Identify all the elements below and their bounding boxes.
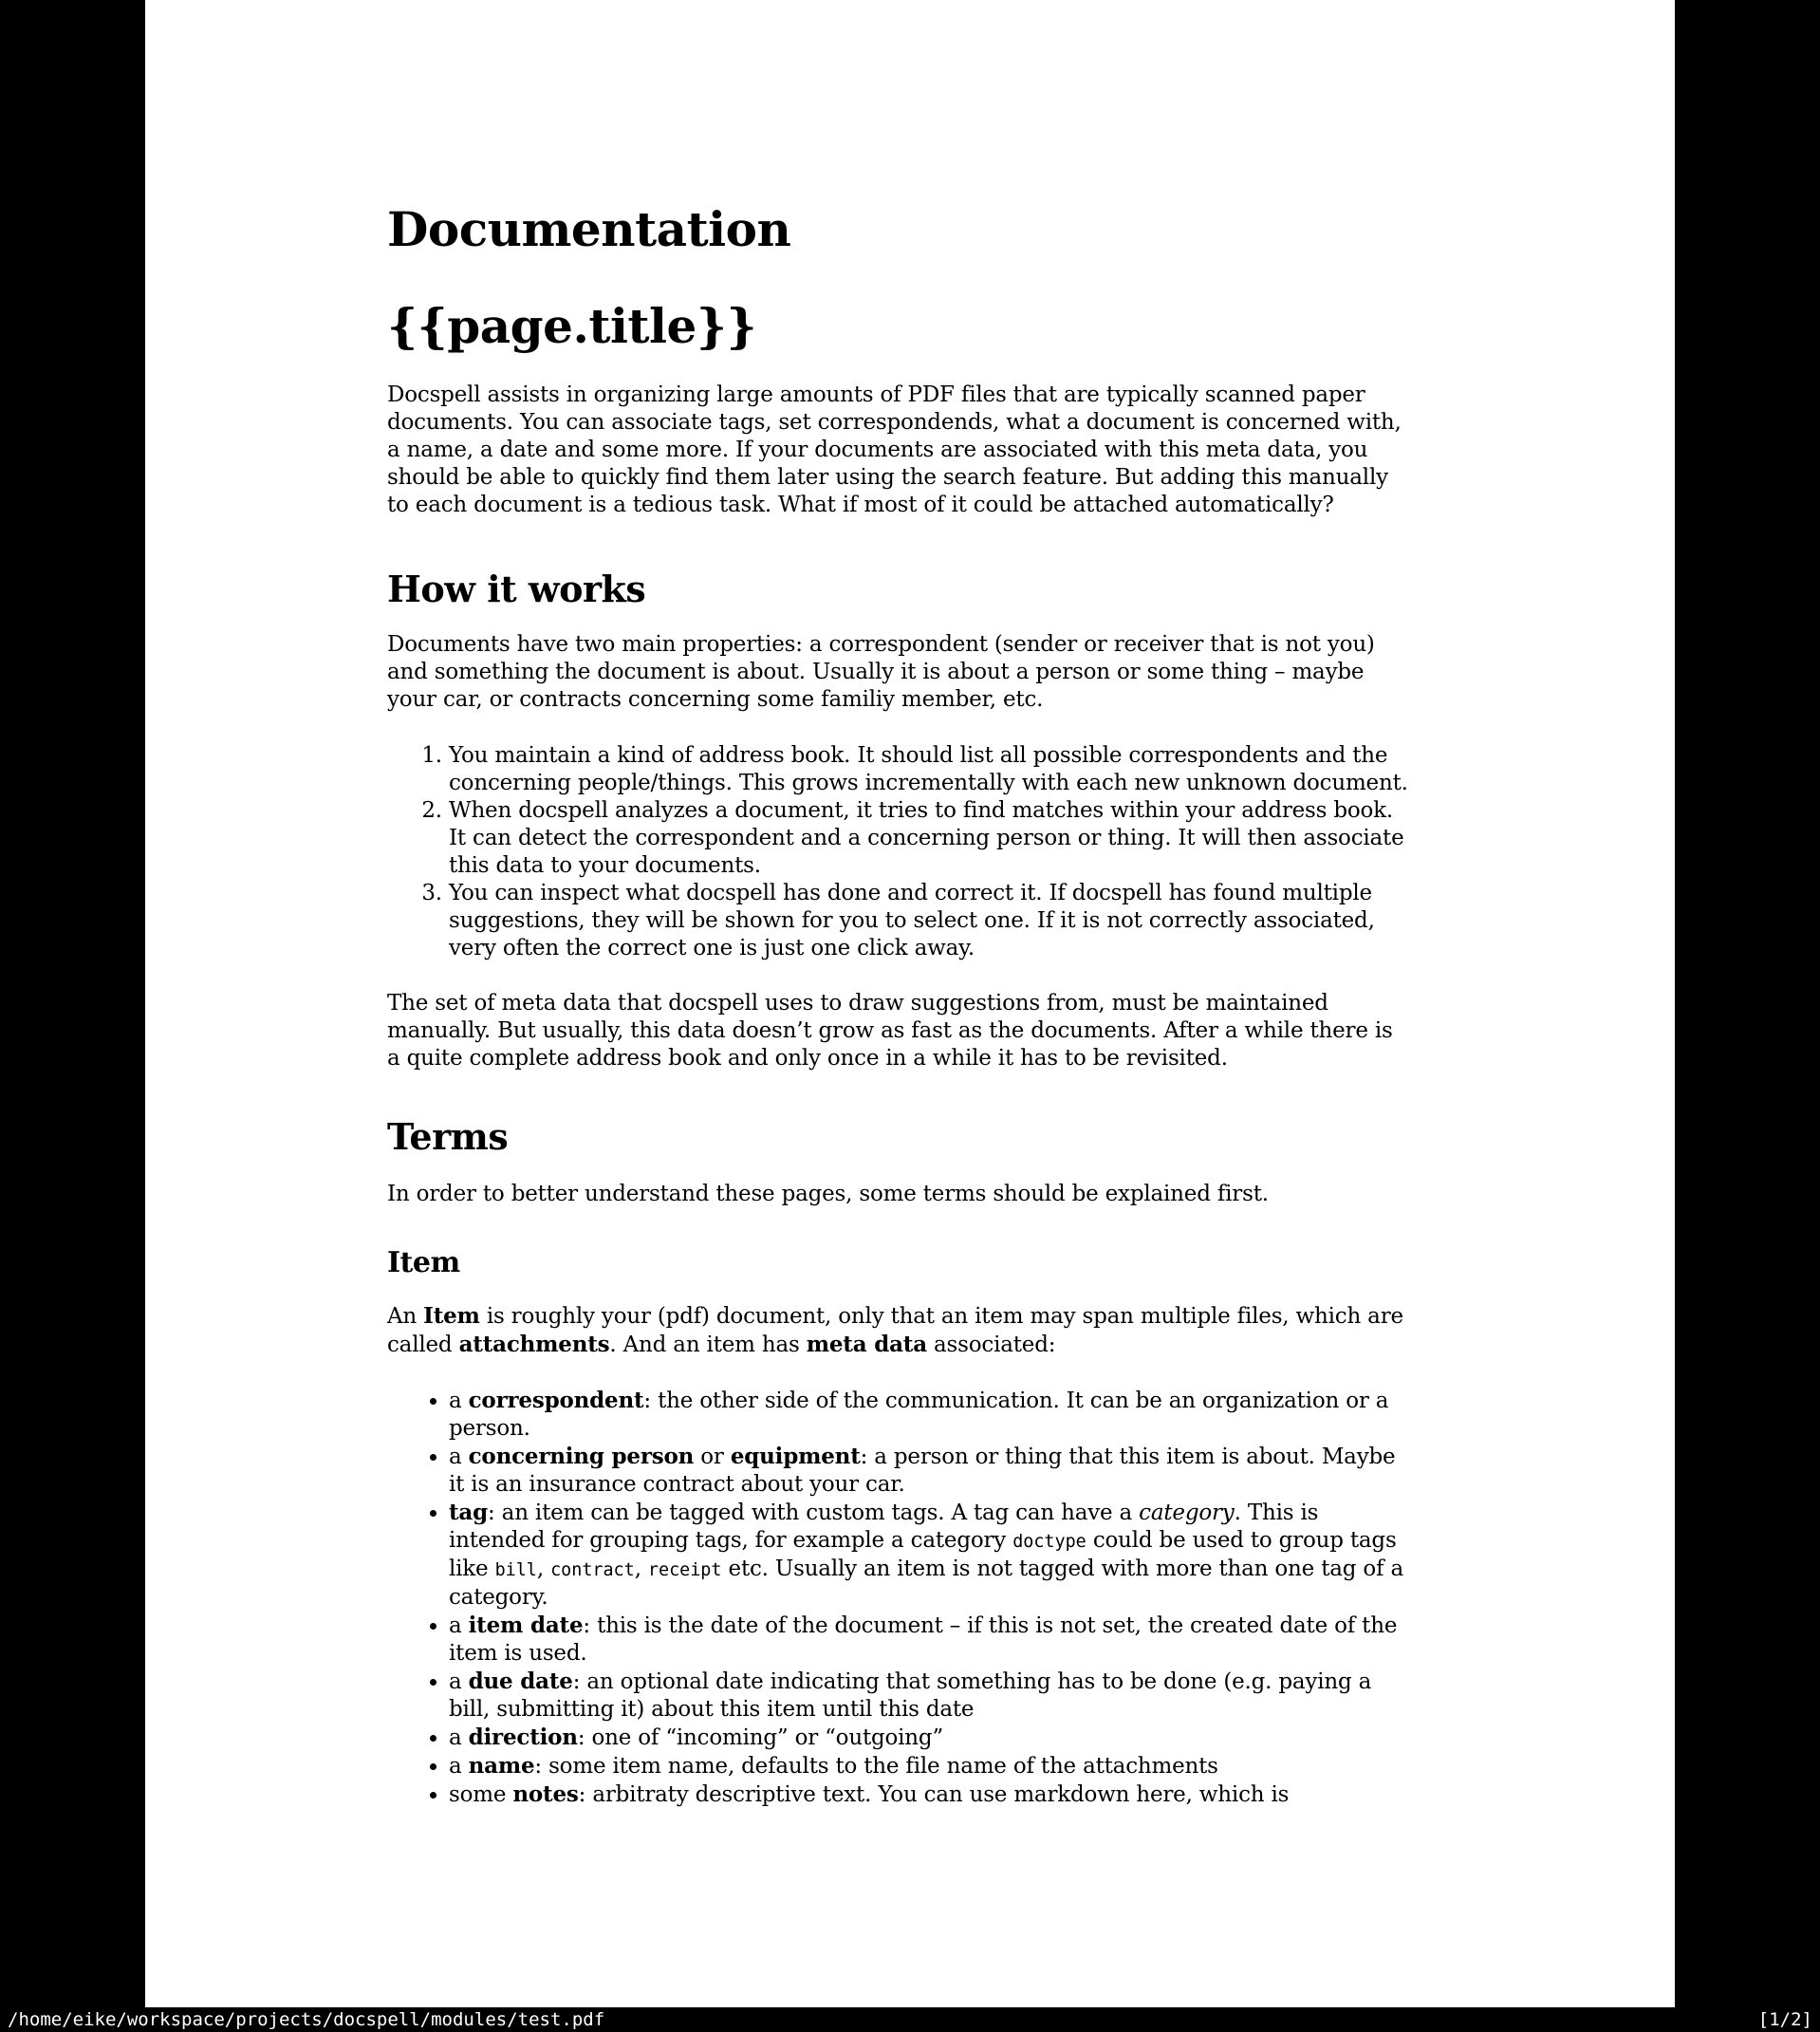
list-item: • a correspondent: the other side of the communication. It can be an organization or a person. [449, 1387, 1412, 1443]
pdf-page [145, 0, 1675, 2007]
list-item: 1. You maintain a kind of address book. It should list all possible correspondents and the concerning people/things. This grows incrementally with each new unknown document. [449, 742, 1412, 797]
list-item: • a item date: this is the date of the document – if this is not set, the created date of the item is used. [449, 1612, 1412, 1668]
list-item: • a concerning person or equipment: a person or thing that this item is about. Maybe it is an insurance contract about your car. [449, 1443, 1412, 1499]
viewer-status-bar [0, 2007, 1820, 2032]
item-paragraph: An Item is roughly your (pdf) document, only that an item may span multiple files, which are called attachments. And an item has meta data associated: [387, 1303, 1403, 1357]
how-it-works-paragraph: Documents have two main properties: a correspondent (sender or receiver that is not you) and something the document is about. Usually it is about a person or some thing – maybe your car, or contracts concerning some familiy member, etc. [387, 632, 1375, 712]
list-item: • a direction: one of “incoming” or “outgoing” [449, 1724, 1412, 1752]
list-item: • some notes: arbitraty descriptive text. You can use markdown here, which is [449, 1780, 1412, 1809]
list-item: • a due date: an optional date indicating that something has to be done (e.g. paying a bill, submitting it) about this item until this date [449, 1668, 1412, 1724]
how-it-works-outro-paragraph: The set of meta data that docspell uses to draw suggestions from, must be maintained manually. But usually, this data doesn’t grow as fast as the documents. After a while there is a quite complete address book and only once in a while it has to be revisited. [387, 991, 1393, 1071]
intro-paragraph: Docspell assists in organizing large amounts of PDF files that are typically scanned paper documents. You can associate tags, set correspondends, what a document is concerned with, a name, a date and some more. If your documents are associated with this meta data, you should be able to quickly find them later using the search feature. But adding this manually to each document is a tedious task. What if most of it could be attached automatically? [387, 382, 1402, 517]
list-item: • a name: some item name, defaults to the file name of the attachments [449, 1752, 1412, 1780]
file-path-label: /home/eike/workspace/projects/docspell/modules/test.pdf [8, 2009, 605, 2030]
list-item: • tag: an item can be tagged with custom tags. A tag can have a category. This is intended for grouping tags, for example a category doctype could be used to group tags like bill, contract, receipt etc. Usually an item is not tagged with more than one tag of a category. [449, 1499, 1412, 1612]
template-title-heading: {{page.title}} [387, 298, 757, 354]
how-it-works-heading: How it works [387, 568, 646, 610]
doc-title-heading: Documentation [387, 201, 791, 257]
page-indicator: [1/2] [1757, 2009, 1812, 2030]
list-item: 2. When docspell analyzes a document, it tries to find matches within your address book. It can detect the correspondent and a concerning person or thing. It will then associate this data to your documents. [449, 797, 1412, 880]
terms-heading: Terms [387, 1115, 509, 1158]
how-it-works-numbered-list [387, 742, 1412, 962]
list-item: 3. You can inspect what docspell has done and correct it. If docspell has found multiple suggestions, they will be shown for you to select one. If it is not correctly associated, very often the correct one is just one click away. [449, 880, 1412, 962]
item-heading: Item [387, 1246, 460, 1279]
document-content [387, 0, 1412, 1809]
item-bullet-list [387, 1387, 1412, 1809]
terms-paragraph: In order to better understand these pages, some terms should be explained first. [387, 1182, 1269, 1206]
